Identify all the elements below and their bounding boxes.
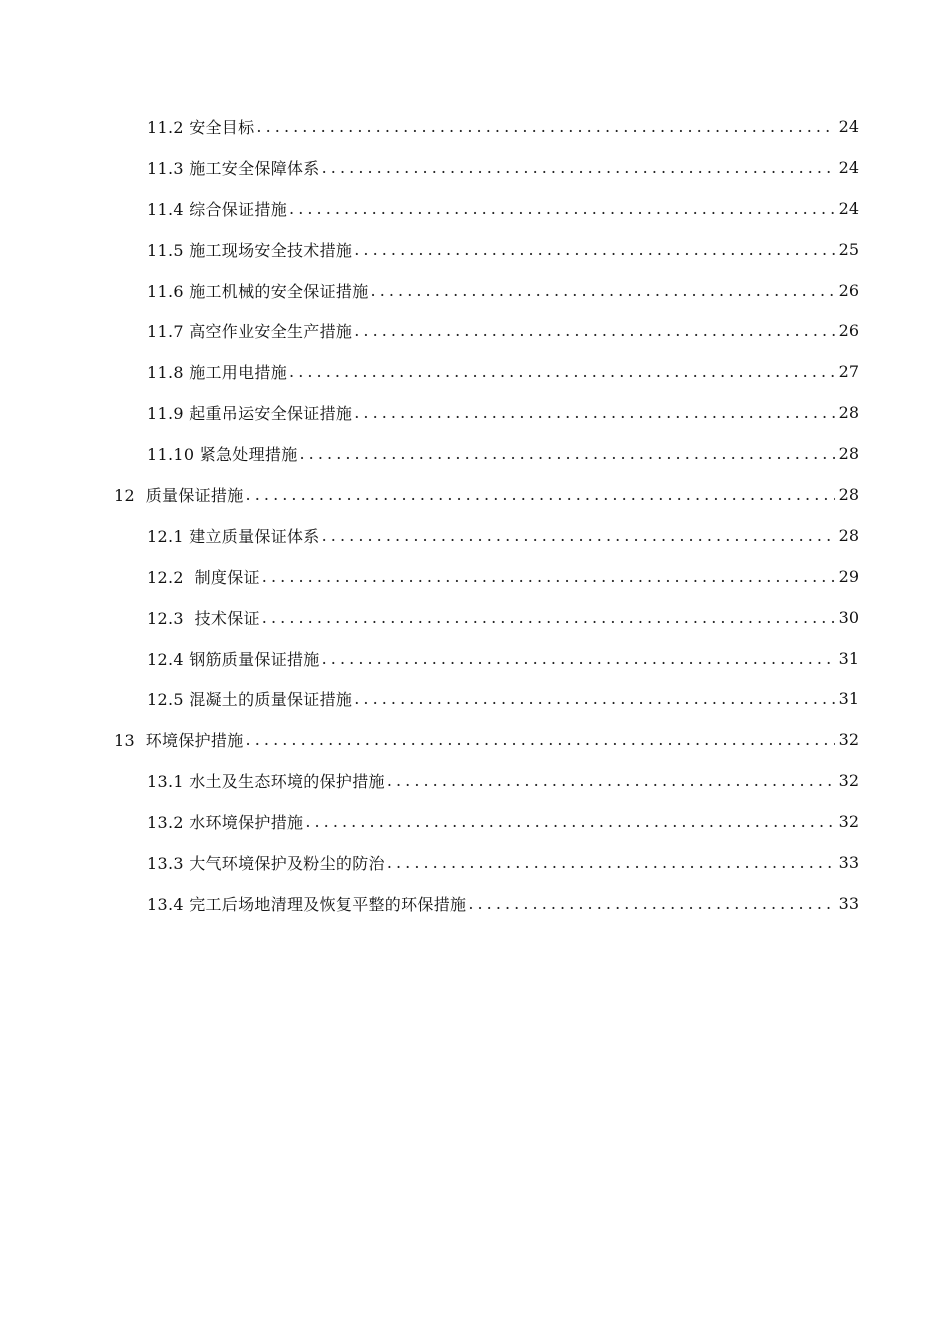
toc-entry-page-number: 26 [838,280,859,300]
toc-entry[interactable] [0,106,950,147]
toc-entry-page-number: 33 [838,893,859,913]
toc-entry-title: 12.2 制度保证 [147,567,260,587]
toc-entry-page-number: 32 [838,771,859,791]
toc-entry-page-number: 28 [838,525,859,545]
toc-entry-page-number: 30 [838,607,859,627]
toc-entry-title: 12.5 混凝土的质量保证措施 [147,690,353,710]
toc-dot-leader [246,730,835,749]
toc-entry-page-number: 31 [838,648,859,668]
toc-entry-title: 13.1 水土及生态环境的保护措施 [147,772,385,792]
toc-entry-page-number: 25 [838,239,859,259]
toc-dot-leader [354,321,834,340]
toc-entry-page-number: 28 [838,444,859,464]
toc-entry[interactable] [0,433,950,474]
toc-dot-leader [262,567,835,586]
toc-entry-page-number: 27 [838,362,859,382]
toc-entry[interactable] [0,310,950,351]
toc-entry-title: 11.2 安全目标 [147,117,255,137]
toc-entry[interactable] [0,188,950,229]
toc-entry[interactable] [0,147,950,188]
toc-entry[interactable] [0,392,950,433]
toc-entry[interactable] [0,229,950,270]
toc-dot-leader [371,281,835,300]
toc-entry[interactable] [0,556,950,597]
toc-entry-title: 13.2 水环境保护措施 [147,813,304,833]
toc-dot-leader [387,771,835,790]
toc-entry-title: 11.7 高空作业安全生产措施 [147,322,353,342]
toc-entry[interactable] [0,842,950,883]
toc-entry-page-number: 24 [838,116,859,136]
toc-entry-title: 13.3 大气环境保护及粉尘的防治 [147,853,385,873]
toc-entry[interactable] [0,515,950,556]
toc-entry-page-number: 33 [838,852,859,872]
toc-dot-leader [354,403,834,422]
toc-entry[interactable] [0,638,950,679]
toc-entry-page-number: 31 [838,689,859,709]
toc-dot-leader [262,608,835,627]
toc-entry-title: 13.4 完工后场地清理及恢复平整的环保措施 [147,894,467,914]
toc-entry[interactable] [0,270,950,311]
toc-entry[interactable] [0,719,950,760]
toc-entry-title: 12.1 建立质量保证体系 [147,526,320,546]
toc-entry[interactable] [0,801,950,842]
toc-entry-title: 11.10 紧急处理措施 [147,445,298,465]
toc-dot-leader [289,362,835,381]
toc-dot-leader [300,444,835,463]
toc-entry-title: 11.9 起重吊运安全保证措施 [147,404,353,424]
toc-dot-leader [289,199,835,218]
toc-entry[interactable] [0,351,950,392]
toc-entry-title: 12 质量保证措施 [114,485,244,505]
toc-dot-leader [322,158,835,177]
toc-dot-leader [322,526,835,545]
toc-dot-leader [387,853,835,872]
toc-entry-page-number: 24 [838,157,859,177]
toc-entry-page-number: 29 [838,566,859,586]
toc-dot-leader [322,649,835,668]
toc-entry-page-number: 28 [838,484,859,504]
toc-entry-title: 12.3 技术保证 [147,608,260,628]
toc-entry-page-number: 26 [838,321,859,341]
toc-dot-leader [305,812,834,831]
toc-entry-title: 11.5 施工现场安全技术措施 [147,240,353,260]
toc-entry-page-number: 24 [838,198,859,218]
toc-entry-page-number: 28 [838,403,859,423]
toc-entry-page-number: 32 [838,812,859,832]
toc-dot-leader [354,240,834,259]
toc-dot-leader [246,485,835,504]
toc-dot-leader [354,689,834,708]
toc-entry-title: 11.3 施工安全保障体系 [147,158,320,178]
toc-entry-title: 11.8 施工用电措施 [147,363,288,383]
toc-entry[interactable] [0,474,950,515]
toc-dot-leader [256,117,834,136]
toc-entry-page-number: 32 [838,730,859,750]
toc-entry[interactable] [0,678,950,719]
table-of-contents [0,106,950,924]
toc-entry-title: 13 环境保护措施 [114,731,244,751]
toc-dot-leader [468,894,834,913]
toc-entry-title: 11.6 施工机械的安全保证措施 [147,281,369,301]
toc-entry[interactable] [0,883,950,924]
toc-entry[interactable] [0,597,950,638]
toc-entry-title: 11.4 综合保证措施 [147,199,288,219]
toc-entry-title: 12.4 钢筋质量保证措施 [147,649,320,669]
toc-entry[interactable] [0,760,950,801]
